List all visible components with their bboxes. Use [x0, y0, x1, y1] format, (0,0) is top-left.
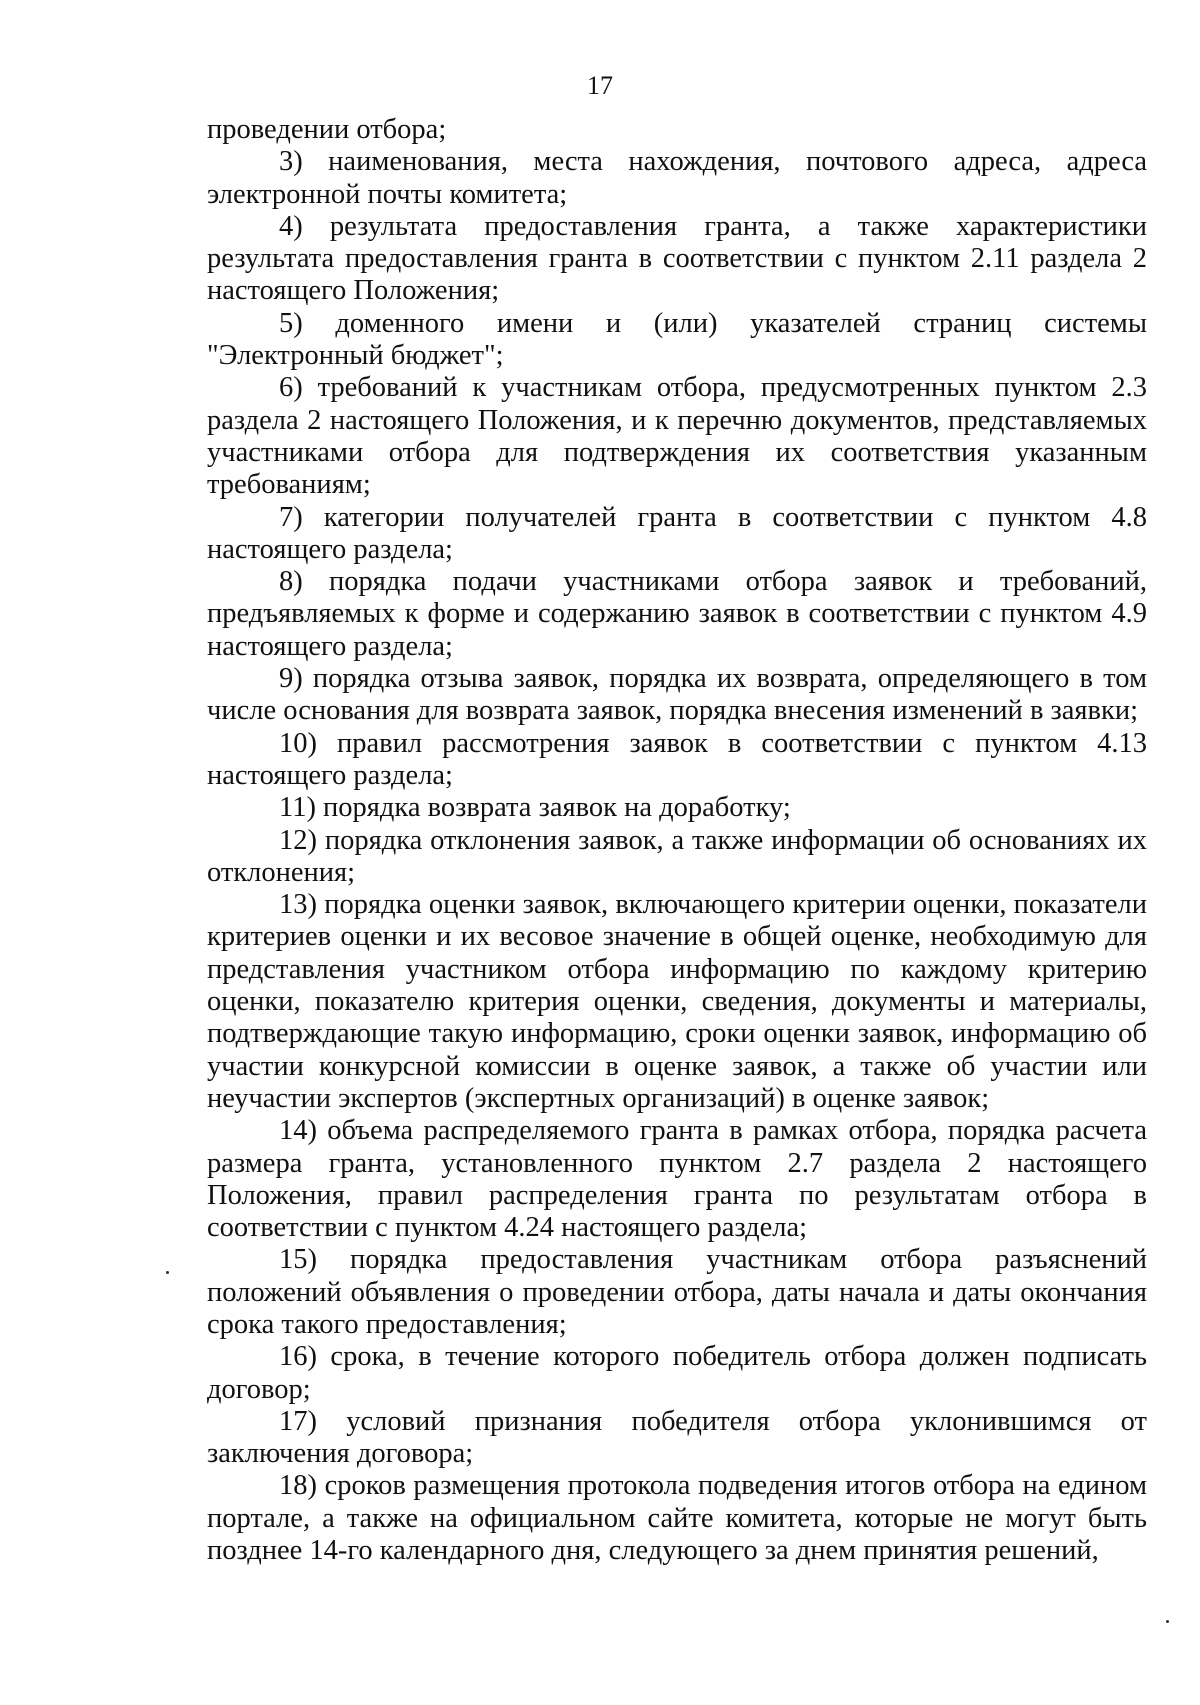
list-item-7: 7) категории получателей гранта в соответствии с пунктом 4.8 настоящего раздела;	[207, 501, 1147, 565]
list-item-13: 13) порядка оценки заявок, включающего критерии оценки, показатели критериев оценки и их весовое значение в общей оценке, необходимую для представления участником отбора информацию по каждому критерию оценки, показателю критерия оценки, сведения, документы и материалы, подтверждающие такую информацию, сроки оценки заявок, информацию об участии конкурсной комиссии в оценке заявок, а также об участии или неучастии экспертов (экспертных организаций) в оценке заявок;	[207, 889, 1147, 1114]
scan-speck	[166, 1271, 169, 1274]
list-item-9: 9) порядка отзыва заявок, порядка их возврата, определяющего в том числе основания для возврата заявок, порядка внесения изменений в заявки;	[207, 663, 1147, 727]
list-item-12: 12) порядка отклонения заявок, а также информации об основаниях их отклонения;	[207, 824, 1147, 888]
list-item-11: 11) порядка возврата заявок на доработку;	[279, 792, 791, 824]
list-item-16: 16) срока, в течение которого победитель отбора должен подписать договор;	[207, 1341, 1147, 1405]
list-item-3: 3) наименования, места нахождения, почтового адреса, адреса электронной почты комитета;	[207, 146, 1147, 210]
list-item-8: 8) порядка подачи участниками отбора заявок и требований, предъявляемых к форме и содержанию заявок в соответствии с пунктом 4.9 настоящего раздела;	[207, 566, 1147, 662]
list-item-15: 15) порядка предоставления участникам отбора разъяснений положений объявления о проведении отбора, даты начала и даты окончания срока такого предоставления;	[207, 1244, 1147, 1340]
list-item-10: 10) правил рассмотрения заявок в соответствии с пунктом 4.13 настоящего раздела;	[207, 727, 1147, 791]
list-item-6: 6) требований к участникам отбора, предусмотренных пунктом 2.3 раздела 2 настоящего Положения, и к перечню документов, представляемых участниками отбора для подтверждения их соответствия указанным требованиям;	[207, 372, 1147, 501]
list-item-4: 4) результата предоставления гранта, а также характеристики результата предоставления гранта в соответствии с пунктом 2.11 раздела 2 настоящего Положения;	[207, 210, 1147, 307]
page-number: 17	[587, 71, 613, 100]
document-body	[207, 114, 1147, 1567]
list-item-5: 5) доменного имени и (или) указателей страниц системы "Электронный бюджет";	[207, 307, 1147, 372]
scan-speck	[1166, 1620, 1169, 1623]
list-item-18: 18) сроков размещения протокола подведения итогов отбора на едином портале, а также на официальном сайте комитета, которые не могут быть позднее 14-го календарного дня, следующего за днем принятия решений,	[207, 1470, 1147, 1567]
paragraph-continuation: проведении отбора;	[207, 114, 447, 145]
list-item-17: 17) условий признания победителя отбора уклонившимся от заключения договора;	[207, 1405, 1147, 1470]
list-item-14: 14) объема распределяемого гранта в рамках отбора, порядка расчета размера гранта, установленного пунктом 2.7 раздела 2 настоящего Положения, правил распределения гранта по результатам отбора в соответствии с пунктом 4.24 настоящего раздела;	[207, 1115, 1147, 1244]
